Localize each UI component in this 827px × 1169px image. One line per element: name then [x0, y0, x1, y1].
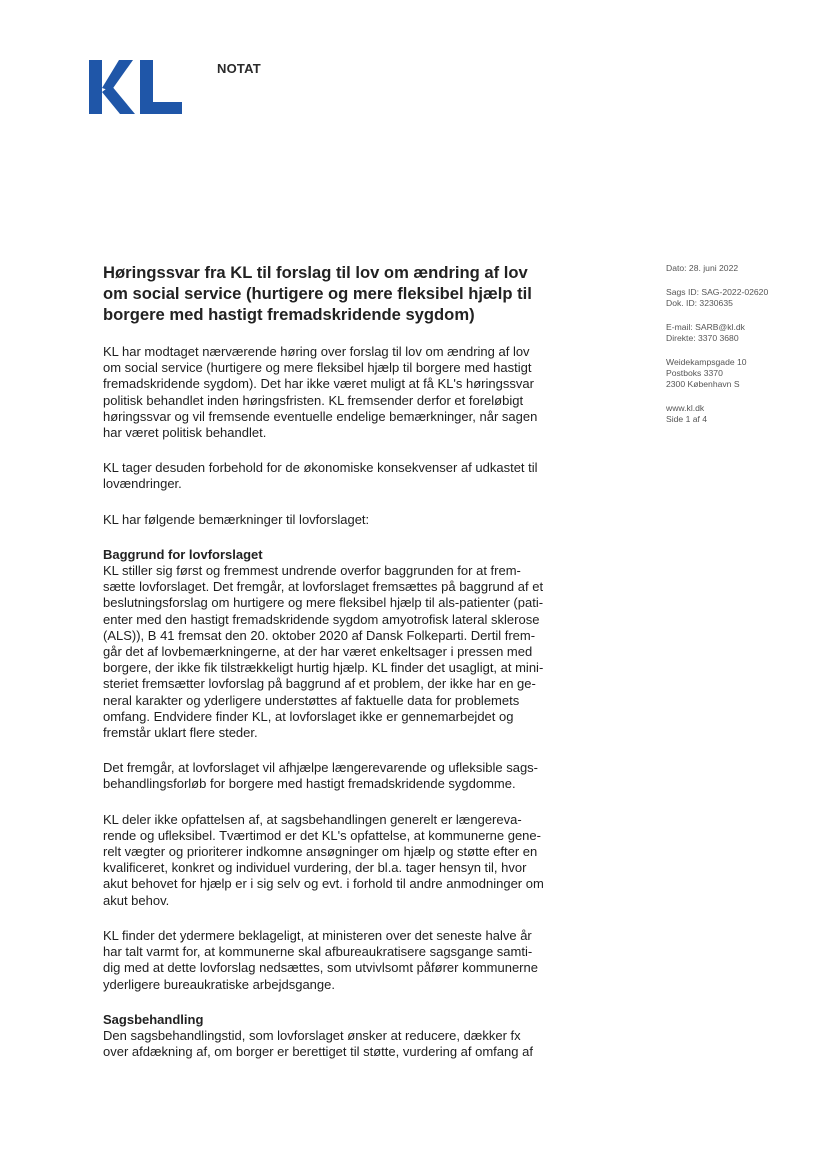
section-paragraph [103, 563, 563, 741]
text-line: steriet fremsætter lovforslag på baggrund af et problem, der ikke har en ge- [103, 676, 536, 692]
document-body [103, 262, 563, 1079]
text-line: har talt varmt for, at kommunerne skal afbureaukratisere sagsgange samti- [103, 944, 533, 960]
section-paragraph [103, 928, 563, 993]
meta-website: www.kl.dk [666, 403, 705, 413]
text-line: går det af lovbemærkningerne, at der har været enkeltsager i pressen med [103, 644, 533, 660]
meta-date: Dato: 28. juni 2022 [666, 263, 739, 273]
title-line: Høringssvar fra KL til forslag til lov om ændring af lov [103, 263, 528, 282]
meta-email: E-mail: SARB@kl.dk [666, 322, 745, 332]
text-line: KL finder det ydermere beklageligt, at ministeren over det seneste halve år [103, 927, 532, 943]
intro-paragraph [103, 512, 563, 528]
text-line: KL tager desuden forbehold for de økonomiske konsekvenser af udkastet til [103, 460, 538, 476]
document-title [103, 262, 563, 325]
text-line: over afdækning af, om borger er berettiget til støtte, vurdering af omfang af [103, 1044, 533, 1060]
text-line: (ALS)), B 41 fremsat den 20. oktober 2020 af Dansk Folkeparti. Dertil frem- [103, 627, 536, 643]
kl-logo [89, 58, 183, 116]
text-line: akut behovet for hjælp er i sig selv og evt. i forhold til andre anmodninger om [103, 876, 544, 892]
text-line: kvalificeret, konkret og individuel vurdering, der bl.a. tager hensyn til, hvor [103, 860, 527, 876]
text-line: akut behov. [103, 892, 170, 908]
text-line: fremadskridende sygdom). Det har ikke været muligt at få KL's høringssvar [103, 376, 534, 392]
section-paragraph [103, 760, 563, 792]
text-line: lovændringer. [103, 476, 182, 492]
text-line: KL deler ikke opfattelsen af, at sagsbehandlingen generelt er længereva- [103, 811, 522, 827]
section-heading: Sagsbehandling [103, 1011, 204, 1027]
meta-direct-phone: Direkte: 3370 3680 [666, 333, 739, 343]
text-line: høringssvar og vil fremsende eventuelle endelige bemærkninger, når sagen [103, 408, 538, 424]
meta-address-city: 2300 København S [666, 379, 740, 389]
text-line: sætte lovforslaget. Det fremgår, at lovforslaget fremsættes på baggrund af et [103, 579, 544, 595]
meta-page-number: Side 1 af 4 [666, 414, 708, 424]
title-line: borgere med hastigt fremadskridende sygdom) [103, 305, 475, 324]
text-line: har været politisk behandlet. [103, 425, 267, 441]
text-line: politisk behandlet inden høringsfristen. KL fremsender derfor et foreløbigt [103, 392, 524, 408]
document-type-label: NOTAT [217, 61, 261, 76]
body-sections [103, 547, 563, 1060]
text-line: KL har følgende bemærkninger til lovforslaget: [103, 511, 370, 527]
text-line: dig med at dette lovforslag nedsættes, som utvivlsomt påfører kommunerne [103, 960, 538, 976]
text-line: KL stiller sig først og fremmest undrende overfor baggrunden for at frem- [103, 563, 521, 579]
text-line: relt vægter og prioriterer indkomne ansøgninger om hjælp og støtte efter en [103, 844, 538, 860]
text-line: enter med den hastigt fremadskridende sygdom amyotrofisk lateral sklerose [103, 611, 540, 627]
text-line: borgere, der ikke fik tilstrækkeligt hurtig hjælp. KL finder det usagligt, at mini- [103, 660, 544, 676]
text-line: fremstår uklart flere steder. [103, 725, 258, 741]
text-line: Det fremgår, at lovforslaget vil afhjælpe længerevarende og ufleksible sags- [103, 760, 539, 776]
text-line: KL har modtaget nærværende høring over forslag til lov om ændring af lov [103, 344, 530, 359]
text-line: omfang. Endvidere finder KL, at lovforslaget ikke er gennemarbejdet og [103, 708, 514, 724]
text-line: behandlingsforløb for borgere med hastigt fremadskridende sygdomme. [103, 776, 516, 792]
document-metadata [666, 263, 816, 438]
intro-paragraph [103, 460, 563, 492]
text-line: rende og ufleksibel. Tværtimod er det KL's opfattelse, at kommunerne gene- [103, 827, 541, 843]
text-line: neral karakter og yderligere understøttes af faktuelle data for problemets [103, 692, 520, 708]
meta-address-street: Weidekampsgade 10 [666, 357, 747, 367]
section-paragraph [103, 812, 563, 909]
meta-sags-id: Sags ID: SAG-2022-02620 [666, 287, 769, 297]
text-line: beslutningsforslag om hurtigere og mere fleksibel hjælp til als-patienter (pati- [103, 595, 544, 611]
intro-section [103, 344, 563, 528]
meta-dok-id: Dok. ID: 3230635 [666, 298, 733, 308]
section-paragraph [103, 1028, 563, 1060]
meta-address-postbox: Postboks 3370 [666, 368, 723, 378]
intro-paragraph [103, 344, 563, 441]
text-line: om social service (hurtigere og mere fleksibel hjælp til borgere med hastigt [103, 360, 532, 376]
title-line: om social service (hurtigere og mere fleksibel hjælp til [103, 284, 532, 303]
text-line: yderligere bureaukratiske arbejdsgange. [103, 976, 335, 992]
text-line: Den sagsbehandlingstid, som lovforslaget ønsker at reducere, dækker fx [103, 1027, 521, 1043]
section-heading: Baggrund for lovforslaget [103, 546, 263, 562]
